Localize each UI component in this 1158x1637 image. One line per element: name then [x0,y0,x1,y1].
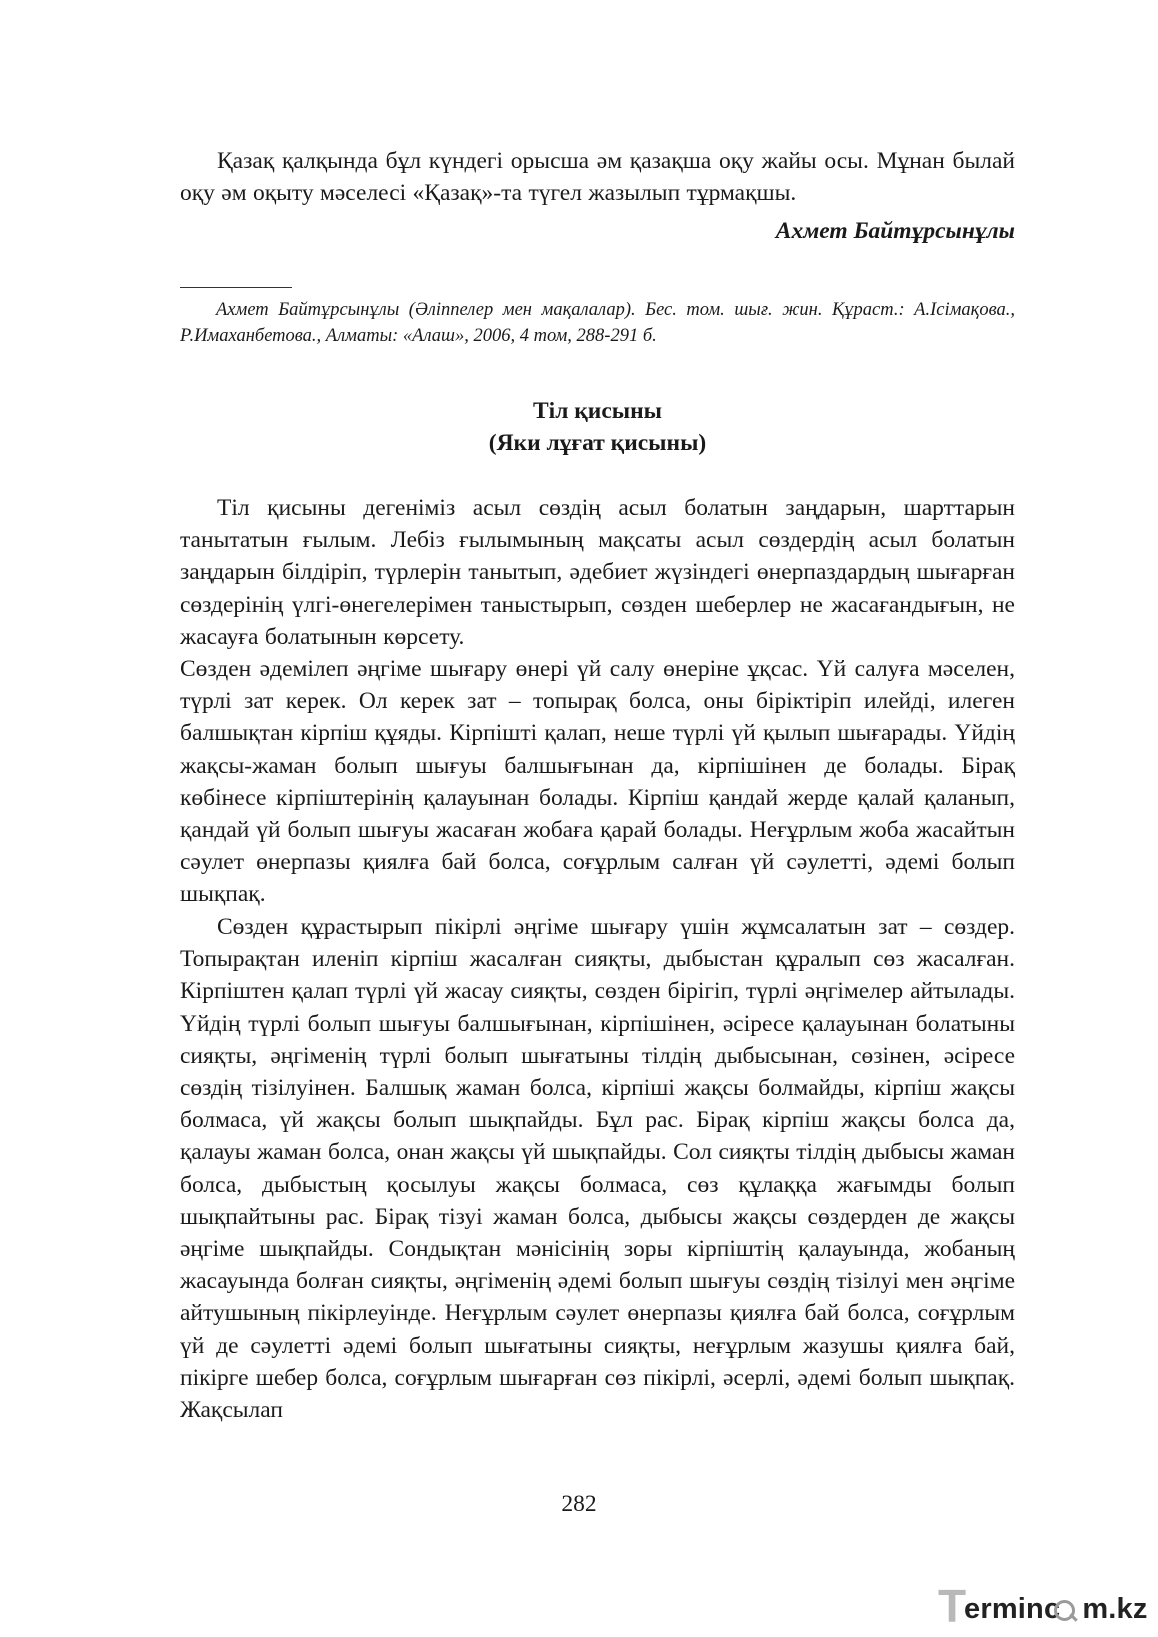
body-paragraph: Тіл қисыны дегеніміз асыл сөздің асыл болатын заңдарын, шарттарын танытатын ғылым. Лебіз ғылымының мақсаты асыл сөздердің асыл болатын заңдарын білдіріп, түрлерін танытып, әдебиет жүзіндегі өнерпаздардың шығарған сөздерінің үлгі-өнегелерімен таныстырып, сөзден шеберлер не жасағандығын, не жасауға болатынын көрсету. [180,495,1015,650]
article-subtitle: (Яки лұғат қисыны) [488,430,707,456]
body-paragraph: Сөзден құрастырып пікірлі әңгіме шығару үшін жұмсалатын зат – сөздер. Топырақтан иленіп кірпіш жасалған сияқты, дыбыстан құралып сөз жасалған. Кірпіштен қалап түрлі үй жасау сияқты, сөзден бірігіп, түрлі әңгімелер айтылады. Үйдің түрлі болып шығуы балшығынан, кірпішінен, әсіресе қалауынан болатыны сияқты, әңгіменің түрлі болып шығатыны тілдің дыбысынан, сөзінен, әсіресе сөздің тізілуінен. Балшық жаман болса, кірпіші жақсы болмайды, кірпіш жақсы болмаса, үй жақсы болып шықпайды. Бұл рас. Бірақ кірпіш жақсы болса да, қалауы жаман болса, онан жақсы үй шықпайды. Сол сияқты тілдің дыбысы жаман болса, дыбыстың қосылуы жақсы болмаса, сөз құлаққа жағымды болып шықпайтыны рас. Бірақ тізуі жаман болса, дыбысы жақсы сөздерден де жақсы әңгіме шықпайды. Сондықтан мәнісінің зоры кірпіштің қалауында, жобаның жасауында болған сияқты, әңгіменің әдемі болып шығуы сөздің тізілуі мен әңгіме айтушының пікірлеуінде. Неғұрлым сәулет өнерпазы қиялға бай болса, соғұрлым үй де сәулетті әдемі болып шығатыны сияқты, неғұрлым жазушы қиялға бай, пікірге шебер болса, соғұрлым шығарған сөз пікірлі, әсерлі, әдемі болып шықпақ. Жақсылап [180,914,1015,1424]
watermark-text-part: m.kz [1082,1593,1148,1625]
site-watermark-logo [938,1580,1148,1632]
page-number: 282 [561,1491,597,1517]
footnote-divider [180,287,292,288]
watermark-text-part: erminc [964,1593,1061,1625]
intro-paragraph: Қазақ қалқында бұл күндегі орысша әм қазақша оқу жайы осы. Мұнан былай оқу әм оқыту мәселесі «Қазақ»-та түгел жазылып тұрмақшы. [180,148,1015,207]
article-heading [180,395,1015,459]
author-signature: Ахмет Байтұрсынұлы [775,218,1015,244]
article-title: Тіл қисыны [532,398,662,424]
watermark-letter-t: T [938,1580,967,1632]
body-paragraph: Сөзден әдемілеп әңгіме шығару өнері үй салу өнеріне ұқсас. Үй салуға мәселен, түрлі зат керек. Ол керек зат – топырақ болса, оны біріктіріп илейді, илеген балшықтан кірпіш құяды. Кірпішті қалап, неше түрлі үй қылып шығарады. Үйдің жақсы-жаман болып шығуы балшығынан да, кірпішінен де болады. Бірақ көбінесе кірпіштерінің қалауынан болады. Кірпіш қандай жерде қалай қаланып, қандай үй болып шығуы жасаған жобаға қарай болады. Неғұрлым жоба жасайтын сәулет өнерпазы қиялға бай болса, соғұрлым салған үй сәулетті, әдемі болып шықпақ. [180,656,1015,908]
footnote: Ахмет Байтұрсынұлы (Әліппелер мен мақалалар). Бес. том. шығ. жин. Құраст.: А.Ісімақова., Р.Имаханбетова., Алматы: «Алаш», 2006, 4 том, 288-291 б. [180,300,1015,346]
